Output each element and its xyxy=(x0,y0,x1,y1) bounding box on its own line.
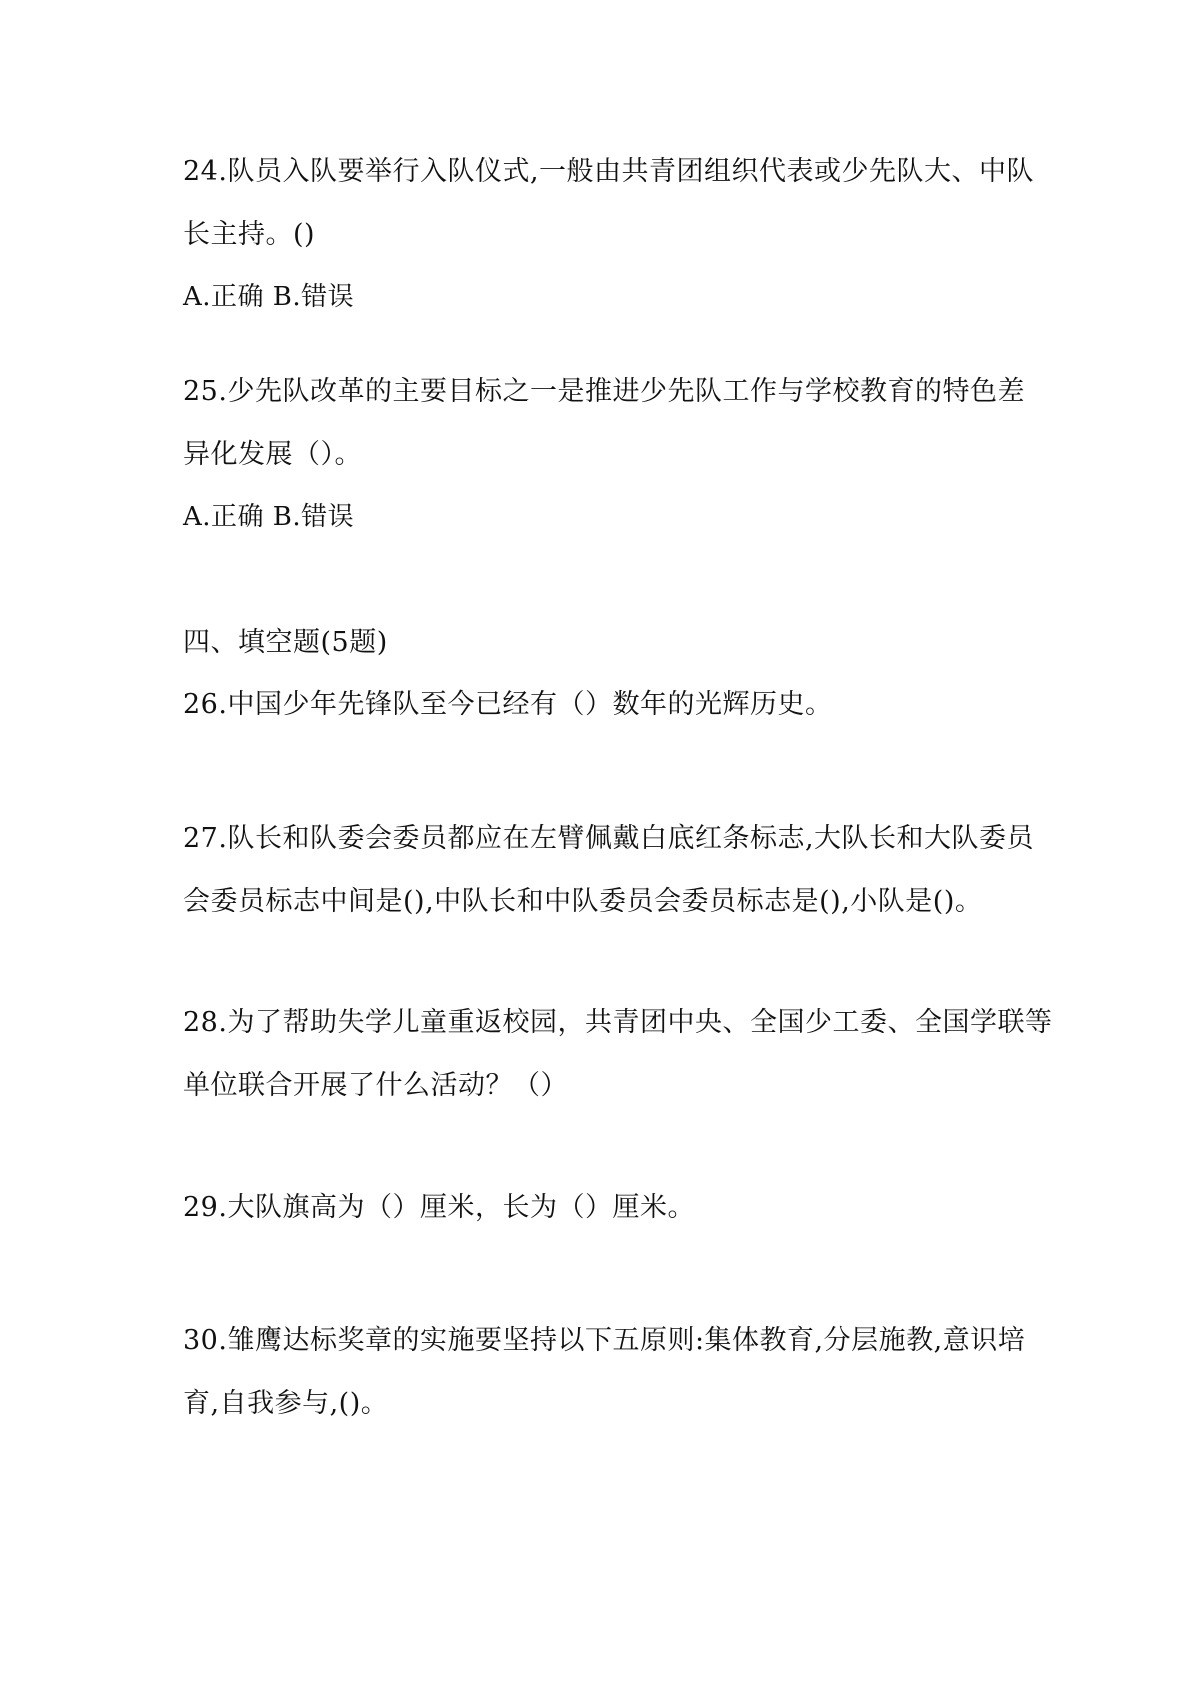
question-30-line-2: 育,自我参与,()。 xyxy=(183,1388,389,1419)
question-28-line-2: 单位联合开展了什么活动？（） xyxy=(183,1070,568,1101)
question-24-line-2: 长主持。() xyxy=(183,219,316,250)
question-25-line-2: 异化发展（）。 xyxy=(183,439,362,470)
question-27-line-2: 会委员标志中间是(),中队长和中队委员会委员标志是(),小队是()。 xyxy=(183,886,983,917)
question-26-line-1: 26.中国少年先锋队至今已经有（）数年的光辉历史。 xyxy=(183,689,833,720)
question-29-line-1: 29.大队旗高为（）厘米，长为（）厘米。 xyxy=(183,1192,695,1223)
question-24-line-1: 24.队员入队要举行入队仪式,一般由共青团组织代表或少先队大、中队 xyxy=(183,156,1035,187)
section-heading-fill-in: 四、填空题(5题) xyxy=(183,627,388,658)
question-25-options: A.正确 B.错误 xyxy=(183,502,355,532)
question-27-line-1: 27.队长和队委会委员都应在左臂佩戴白底红条标志,大队长和大队委员 xyxy=(183,823,1035,854)
question-25-line-1: 25.少先队改革的主要目标之一是推进少先队工作与学校教育的特色差 xyxy=(183,376,1025,407)
question-30-line-1: 30.雏鹰达标奖章的实施要坚持以下五原则:集体教育,分层施教,意识培 xyxy=(183,1325,1026,1356)
question-28-line-1: 28.为了帮助失学儿童重返校园，共青团中央、全国少工委、全国学联等 xyxy=(183,1007,1053,1038)
question-24-options: A.正确 B.错误 xyxy=(183,282,355,312)
